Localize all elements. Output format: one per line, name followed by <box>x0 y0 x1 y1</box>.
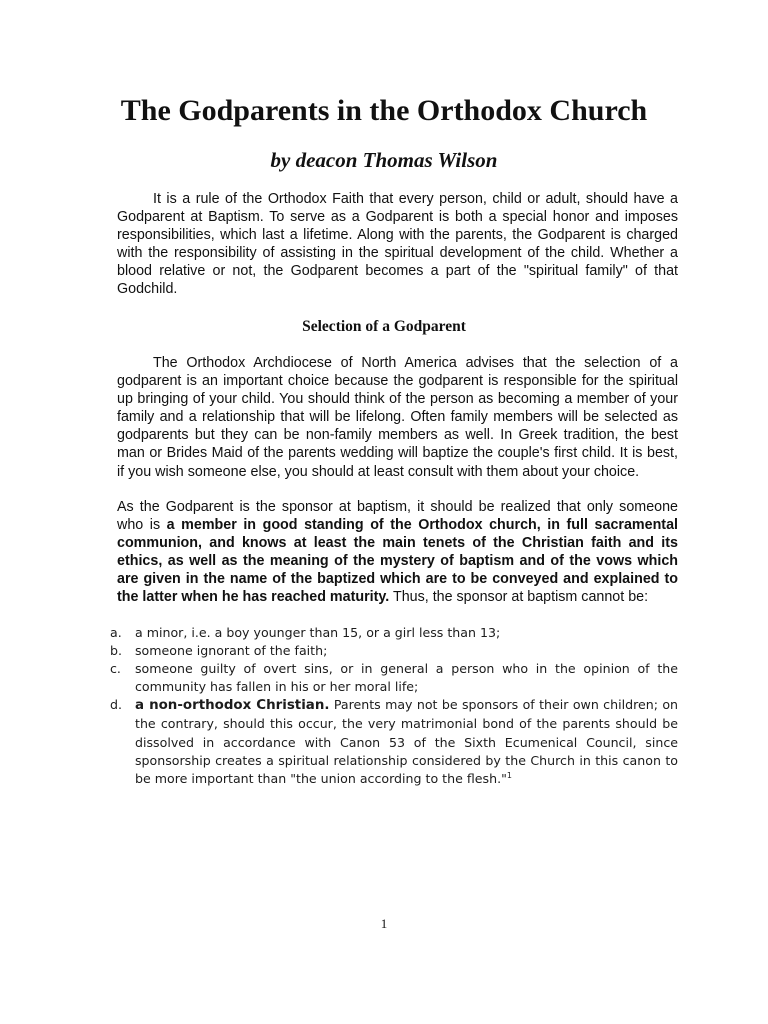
list-item-text: Parents may not be sponsors of their own children; on the contrary, should this occur, the very matrimonial bond of the parents should be dissolved in accordance with Canon 53 of the Sixth Ecumenical Council, since sponsorship creates a spiritual relationship considered by the Church in this canon to be more important than "the union according to the flesh." <box>135 697 679 786</box>
page-number: 1 <box>380 916 388 931</box>
list-item <box>110 660 678 696</box>
document-title: The Godparents in the Orthodox Church <box>120 94 648 127</box>
list-item-text: someone ignorant of the faith; <box>135 643 328 659</box>
sponsor-paragraph-tail: Thus, the sponsor at baptism cannot be: <box>389 589 649 606</box>
sponsor-paragraph-bold: a member in good standing of the Orthodox church, in full sacramental communion, and knows at least the main tenets of the Christian faith and its ethics, as well as the meaning of the mystery of baptism and of the vows which are given in the name of the baptized which are to be conveyed and explained to the latter when he has reached maturity. <box>117 517 678 606</box>
footnote-marker[interactable]: 1 <box>506 770 512 780</box>
list-marker: c. <box>110 661 121 677</box>
section-heading: Selection of a Godparent <box>302 318 466 335</box>
list-item <box>110 696 678 787</box>
list-item <box>110 624 678 642</box>
list-marker: b. <box>110 643 122 659</box>
list-item-lead: a non-orthodox Christian. <box>135 698 330 714</box>
sponsor-paragraph-lead: As the Godparent is the sponsor at baptism, it should be realized that only someone who is <box>117 499 678 534</box>
list-item-text: a minor, i.e. a boy younger than 15, or a girl less than 13; <box>135 625 501 640</box>
list-item <box>110 642 678 660</box>
list-marker: d. <box>110 697 122 713</box>
intro-paragraph: It is a rule of the Orthodox Faith that every person, child or adult, should have a Godparent at Baptism. To serve as a Godparent is both a special honor and imposes responsibilities, which last a lifetime. Along with the parents, the Godparent is charged with the responsibility of assisting in the spiritual development of the child. Whether a blood relative or not, the Godparent becomes a part of the "spiritual family" of that Godchild. <box>117 191 678 298</box>
author-byline: by deacon Thomas Wilson <box>270 148 498 172</box>
sponsor-paragraph <box>117 498 678 607</box>
list-item-text: someone guilty of overt sins, or in general a person who in the opinion of the community has fallen in his or her moral life; <box>135 661 678 695</box>
list-marker: a. <box>110 625 122 640</box>
sponsor-exclusion-list <box>110 624 678 788</box>
selection-paragraph: The Orthodox Archdiocese of North America advises that the selection of a godparent is an important choice because the godparent is responsible for the spiritual up bringing of your child. You should think of the person as becoming a member of your family and a relationship that will be lifelong. Often family members will be selected as godparents but they can be non-family members as well. In Greek tradition, the best man or Brides Maid of the parents wedding will baptize the couple's first child. It is best, if you wish someone else, you should at least consult with them about your choice. <box>117 355 678 480</box>
